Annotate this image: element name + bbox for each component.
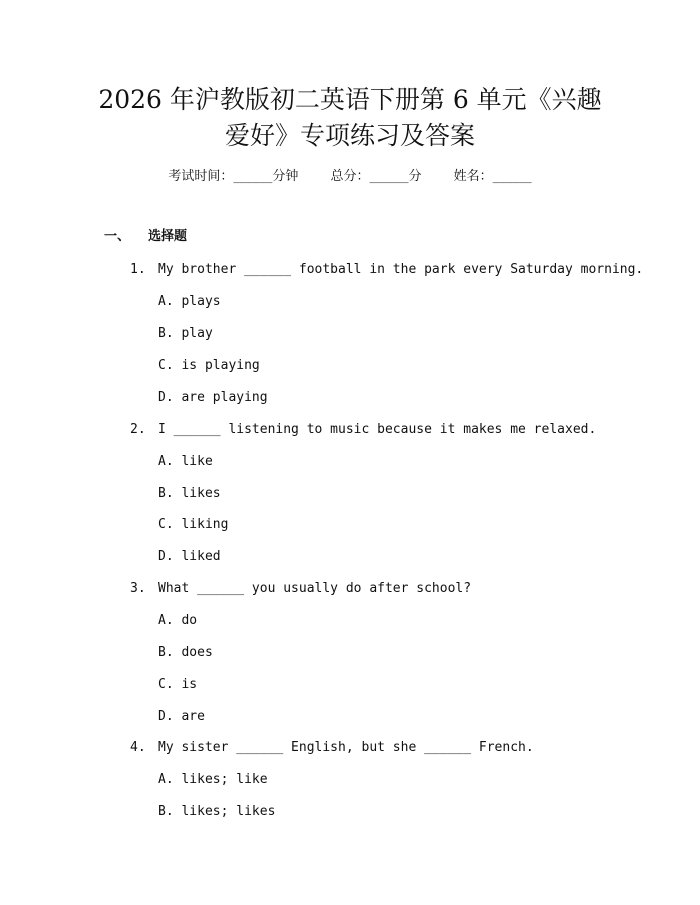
answer-option: A. likes; like: [158, 772, 268, 787]
exam-time-field: 考试时间：______分钟: [168, 169, 299, 184]
answer-option: A. like: [158, 454, 213, 469]
question-text: My brother ______ football in the park every Saturday morning.: [158, 262, 644, 277]
question-number: 3.: [130, 581, 146, 596]
answer-option: D. are: [158, 709, 205, 724]
question-text: My sister ______ English, but she ______ French.: [158, 740, 534, 755]
student-name-field: 姓名：______: [453, 169, 532, 184]
question-text: I ______ listening to music because it makes me relaxed.: [158, 422, 597, 437]
answer-option: B. likes: [158, 486, 221, 501]
answer-option: C. liking: [158, 517, 229, 532]
total-score-field: 总分：______分: [330, 169, 422, 184]
answer-option: A. plays: [158, 294, 221, 309]
answer-option: B. play: [158, 326, 213, 341]
question-number: 4.: [130, 740, 146, 755]
page-title-line-2: 爱好》专项练习及答案: [224, 121, 475, 150]
question-number: 2.: [130, 422, 146, 437]
question-text: What ______ you usually do after school?: [158, 581, 472, 596]
exam-meta: [0, 168, 700, 186]
page-title-line-1: 2026 年沪教版初二英语下册第 6 单元《兴趣: [98, 85, 602, 114]
answer-option: B. does: [158, 645, 213, 660]
answer-option: D. liked: [158, 549, 221, 564]
section-title: 选择题: [148, 229, 188, 244]
section-heading: [104, 228, 187, 246]
section-number: 一、: [104, 229, 131, 244]
question-number: 1.: [130, 262, 146, 277]
answer-option: C. is playing: [158, 358, 260, 373]
answer-option: B. likes; likes: [158, 804, 276, 819]
answer-option: A. do: [158, 613, 198, 628]
answer-option: C. is: [158, 677, 198, 692]
answer-option: D. are playing: [158, 390, 268, 405]
